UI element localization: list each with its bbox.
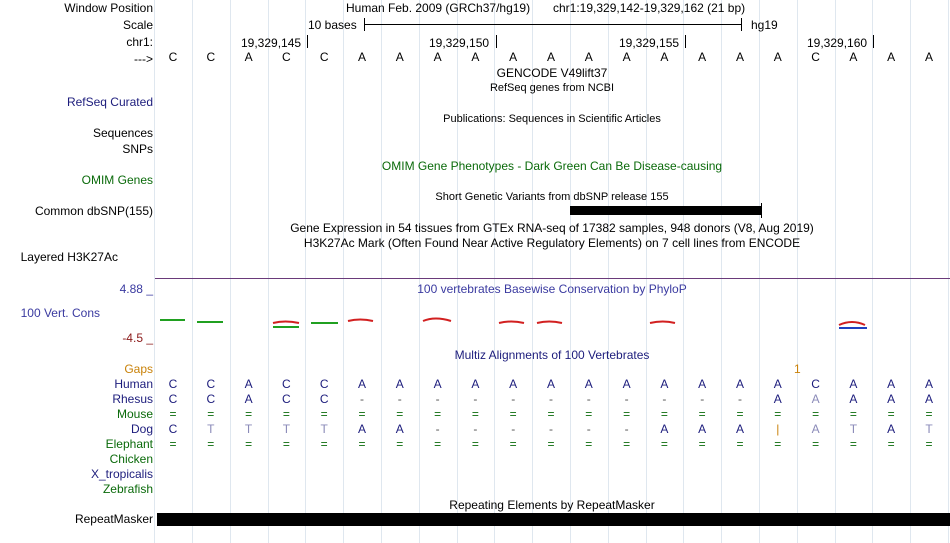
alignment-base: A — [395, 377, 404, 391]
alignment-base: C — [319, 392, 329, 406]
alignment-base: = — [774, 407, 782, 421]
alignment-base: = — [169, 437, 177, 451]
assembly-title: Human Feb. 2009 (GRCh37/hg19) — [346, 1, 531, 15]
alignment-base: = — [698, 437, 706, 451]
alignment-base: A — [811, 392, 820, 406]
species-label[interactable]: Chicken — [109, 452, 153, 466]
track-label-gaps: Gaps — [124, 362, 153, 376]
alignment-base: = — [547, 437, 555, 451]
alignment-base: = — [396, 437, 404, 451]
base-letter: C — [168, 50, 178, 64]
alignment-base: - — [397, 392, 402, 406]
base-letter: A — [584, 50, 593, 64]
alignment-base: - — [511, 392, 516, 406]
alignment-base: = — [434, 437, 442, 451]
alignment-base: = — [698, 407, 706, 421]
alignment-base: A — [546, 377, 555, 391]
alignment-base: A — [773, 377, 782, 391]
scale-text: 10 bases — [308, 18, 357, 32]
grid-line — [230, 0, 231, 543]
track-label-omim[interactable]: OMIM Genes — [81, 173, 153, 187]
alignment-base: = — [887, 437, 895, 451]
alignment-base: A — [887, 422, 896, 436]
alignment-base: A — [811, 422, 820, 436]
alignment-base: - — [624, 422, 629, 436]
scale-db: hg19 — [751, 18, 778, 32]
alignment-base: C — [282, 392, 291, 406]
alignment-base: T — [320, 422, 328, 436]
species-label[interactable]: Elephant — [105, 437, 153, 451]
alignment-base: C — [206, 392, 216, 406]
alignment-base: - — [624, 392, 629, 406]
omim-track-desc: OMIM Gene Phenotypes - Dark Green Can Be Disease-causing — [381, 159, 723, 173]
alignment-base: = — [774, 437, 782, 451]
alignment-base: A — [924, 392, 933, 406]
alignment-base: C — [811, 377, 820, 391]
repeatmasker-feature-bar[interactable] — [157, 513, 950, 526]
alignment-base: - — [473, 392, 478, 406]
base-letter: C — [811, 50, 820, 64]
alignment-base: = — [282, 437, 290, 451]
alignment-base: - — [511, 422, 516, 436]
repeatmasker-track-desc: Repeating Elements by RepeatMasker — [449, 498, 655, 512]
grid-line — [759, 0, 760, 543]
publications-track-desc: Publications: Sequences in Scientific Articles — [443, 113, 661, 125]
window-position-label: Window Position — [64, 1, 153, 15]
grid-line — [457, 0, 458, 543]
alignment-base: T — [925, 422, 933, 436]
alignment-base: = — [925, 437, 933, 451]
species-label[interactable]: Dog — [130, 422, 153, 436]
alignment-base: A — [357, 422, 366, 436]
alignment-base: A — [395, 422, 404, 436]
alignment-base: A — [622, 377, 631, 391]
grid-line — [797, 0, 798, 543]
track-label-sequences[interactable]: Sequences — [92, 126, 153, 140]
alignment-base: - — [435, 422, 440, 436]
base-letter: A — [471, 50, 480, 64]
alignment-base: = — [471, 407, 479, 421]
track-divider — [155, 278, 950, 279]
alignment-base: - — [662, 392, 667, 406]
base-letter: A — [509, 50, 518, 64]
alignment-base: - — [700, 392, 705, 406]
alignment-base: - — [586, 392, 591, 406]
alignment-base: C — [206, 377, 216, 391]
alignment-base: - — [549, 392, 553, 406]
grid-line — [872, 0, 873, 543]
alignment-base: C — [319, 377, 329, 391]
track-label-refseq[interactable]: RefSeq Curated — [66, 95, 153, 109]
gencode-track-title[interactable]: GENCODE V49lift37 — [496, 66, 608, 80]
track-label-snps[interactable]: SNPs — [122, 142, 153, 156]
alignment-base: A — [698, 422, 707, 436]
track-label-repeatmasker[interactable]: RepeatMasker — [74, 512, 153, 526]
base-letter: A — [887, 50, 896, 64]
alignment-base: = — [169, 407, 177, 421]
alignment-base: C — [168, 422, 178, 436]
base-letter: A — [622, 50, 631, 64]
track-label-dbsnp[interactable]: Common dbSNP(155) — [34, 204, 153, 218]
alignment-base: = — [509, 437, 517, 451]
alignment-base: T — [207, 422, 215, 436]
base-letter: A — [735, 50, 744, 64]
alignment-base: C — [168, 377, 178, 391]
chr-label: chr1: — [126, 35, 153, 49]
base-letter: A — [698, 50, 707, 64]
base-letter: A — [773, 50, 782, 64]
alignment-base: = — [320, 437, 328, 451]
grid-line — [419, 0, 420, 543]
grid-line — [835, 0, 836, 543]
grid-line — [381, 0, 382, 543]
alignment-base: = — [509, 407, 517, 421]
grid-line — [910, 0, 911, 543]
alignment-base: - — [549, 422, 553, 436]
coord-tick-label: 19,329,160 — [807, 36, 868, 50]
dbsnp-feature-end — [761, 203, 762, 218]
alignment-base: A — [584, 377, 593, 391]
alignment-base: = — [207, 437, 215, 451]
alignment-base: = — [660, 407, 668, 421]
base-letter: C — [282, 50, 291, 64]
base-letter: C — [319, 50, 329, 64]
alignment-base: T — [849, 422, 858, 436]
alignment-base: = — [736, 407, 744, 421]
alignment-base: = — [849, 407, 857, 421]
alignment-base: - — [435, 392, 440, 406]
phylop-track-desc: 100 vertebrates Basewise Conservation by PhyloP — [417, 282, 687, 296]
alignment-base: A — [849, 392, 858, 406]
alignment-base: A — [509, 377, 518, 391]
track-label-h3k27ac[interactable]: Layered H3K27Ac — [20, 250, 118, 264]
alignment-base: = — [849, 437, 857, 451]
alignment-base: | — [776, 422, 780, 436]
alignment-base: = — [623, 437, 631, 451]
grid-line — [343, 0, 344, 543]
species-label[interactable]: Human — [114, 377, 153, 391]
phylop-min-label: -4.5 _ — [122, 331, 153, 345]
alignment-base: C — [168, 392, 178, 406]
alignment-base: = — [434, 407, 442, 421]
grid-line — [268, 0, 269, 543]
refseq-track-desc: RefSeq genes from NCBI — [489, 82, 615, 94]
alignment-base: - — [473, 422, 478, 436]
alignment-base: A — [924, 377, 933, 391]
base-letter: A — [433, 50, 442, 64]
grid-line — [192, 0, 193, 543]
alignment-base: A — [887, 377, 896, 391]
alignment-base: = — [471, 437, 479, 451]
alignment-base: = — [358, 437, 366, 451]
coord-tick-label: 19,329,150 — [429, 36, 490, 50]
alignment-base: = — [245, 407, 253, 421]
species-label[interactable]: X_tropicalis — [90, 467, 153, 481]
alignment-base: = — [207, 407, 215, 421]
base-letter: A — [924, 50, 933, 64]
phylop-max-label: 4.88 _ — [119, 282, 153, 296]
alignment-base: = — [320, 407, 328, 421]
alignment-base: A — [357, 377, 366, 391]
phylop-graph — [155, 312, 950, 332]
coord-tick-label: 19,329,145 — [241, 36, 302, 50]
alignment-base: - — [586, 422, 591, 436]
alignment-base: A — [735, 377, 744, 391]
alignment-base: = — [623, 407, 631, 421]
window-position-value: chr1:19,329,142-19,329,162 (21 bp) — [553, 1, 746, 15]
base-letter: C — [206, 50, 216, 64]
alignment-base: A — [244, 377, 253, 391]
dbsnp-track-desc: Short Genetic Variants from dbSNP release 155 — [435, 191, 669, 203]
alignment-base: = — [585, 437, 593, 451]
grid-line — [646, 0, 647, 543]
base-letter: A — [357, 50, 366, 64]
alignment-base: A — [471, 377, 480, 391]
alignment-base: = — [925, 407, 933, 421]
alignment-base: - — [360, 392, 364, 406]
alignment-base: = — [282, 407, 290, 421]
species-label[interactable]: Mouse — [116, 407, 153, 421]
multiz-track-desc: Multiz Alignments of 100 Vertebrates — [454, 348, 650, 362]
grid-line — [154, 0, 155, 543]
gtex-track-desc: Gene Expression in 54 tissues from GTEx RNA-seq of 17382 samples, 948 donors (V8, Aug 2019) — [290, 221, 814, 235]
h3k27ac-track-desc: H3K27Ac Mark (Often Found Near Active Regulatory Elements) on 7 cell lines from ENCODE — [303, 236, 801, 250]
alignment-base: = — [736, 437, 744, 451]
alignment-base: A — [887, 392, 896, 406]
alignment-base: = — [396, 407, 404, 421]
alignment-base: = — [358, 407, 366, 421]
strand-arrow-label: ---> — [134, 52, 153, 66]
species-label[interactable]: Zebrafish — [102, 482, 153, 496]
alignment-base: = — [660, 437, 668, 451]
base-letter: A — [395, 50, 404, 64]
alignment-base: - — [738, 392, 742, 406]
alignment-base: A — [433, 377, 442, 391]
alignment-base: = — [245, 437, 253, 451]
grid-line — [305, 0, 306, 543]
alignment-base: = — [547, 407, 555, 421]
alignment-base: = — [812, 407, 820, 421]
base-letter: A — [546, 50, 555, 64]
alignment-base: = — [887, 407, 895, 421]
grid-line — [721, 0, 722, 543]
grid-line — [683, 0, 684, 543]
alignment-base: T — [282, 422, 291, 436]
scale-label: Scale — [122, 18, 153, 32]
alignment-base: = — [812, 437, 820, 451]
base-letter: A — [849, 50, 858, 64]
alignment-base: A — [660, 377, 669, 391]
coord-tick-label: 19,329,155 — [619, 36, 680, 50]
species-label[interactable]: Rhesus — [112, 392, 153, 406]
base-letter: A — [244, 50, 253, 64]
alignment-base: A — [773, 392, 782, 406]
alignment-base: A — [244, 392, 253, 406]
alignment-base: A — [660, 422, 669, 436]
gap-marker: 1 — [794, 362, 801, 376]
alignment-base: A — [698, 377, 707, 391]
alignment-base: C — [282, 377, 291, 391]
alignment-base: A — [735, 422, 744, 436]
alignment-base: A — [849, 377, 858, 391]
alignment-base: T — [244, 422, 253, 436]
dbsnp-feature-bar[interactable] — [570, 206, 762, 215]
track-label-vert-cons[interactable]: 100 Vert. Cons — [20, 306, 100, 320]
base-letter: A — [660, 50, 669, 64]
grid-line — [948, 0, 949, 543]
alignment-base: = — [585, 407, 593, 421]
